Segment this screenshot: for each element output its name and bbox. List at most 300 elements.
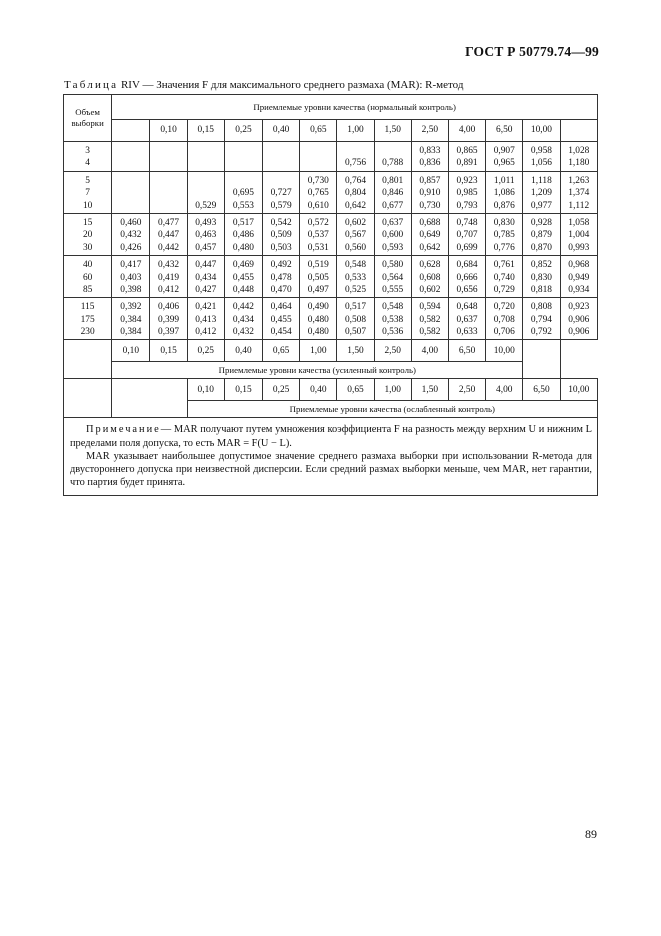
tightened-level: 1,00 [300, 340, 337, 362]
tightened-levels-row [64, 340, 598, 362]
f-value: 0,480 [307, 314, 329, 325]
f-value: 0,406 [158, 302, 180, 313]
sample-size: 15 [82, 217, 93, 228]
f-value: 0,818 [530, 284, 552, 295]
f-value: 0,846 [382, 188, 404, 199]
sample-size: 30 [82, 242, 93, 253]
sample-size-header: Объем выборки [64, 95, 112, 142]
f-value: 0,666 [456, 272, 478, 283]
f-value: 0,553 [232, 200, 254, 211]
f-value-cell [486, 213, 523, 255]
f-value-cell [150, 213, 187, 255]
f-value: 0,384 [120, 327, 142, 338]
f-value: 1,209 [530, 188, 552, 199]
table-caption [64, 79, 604, 91]
f-value: 0,808 [530, 302, 552, 313]
f-value: 0,457 [195, 242, 217, 253]
f-value: 1,056 [530, 158, 552, 169]
page-number: 89 [585, 827, 597, 841]
f-value: 0,642 [344, 200, 367, 211]
f-value-cell [448, 213, 485, 255]
f-value: 0,480 [232, 242, 254, 253]
reduced-levels-row [64, 379, 598, 401]
f-value: 0,684 [456, 260, 478, 271]
reduced-level: 1,00 [374, 379, 411, 401]
f-value: 0,582 [419, 314, 441, 325]
f-value-cell [560, 213, 597, 255]
tightened-level: 0,10 [112, 340, 150, 362]
f-value-cell [411, 142, 448, 172]
f-value-cell [411, 298, 448, 340]
f-value: 0,906 [568, 314, 590, 325]
f-value-cell [337, 298, 374, 340]
tightened-level: 4,00 [411, 340, 448, 362]
f-value: 0,412 [195, 327, 217, 338]
f-value: 0,492 [270, 260, 292, 271]
normal-level: 0,40 [263, 120, 300, 142]
f-value-cell [523, 256, 560, 298]
note-label: Примечание [86, 424, 161, 436]
f-value-cell [337, 142, 374, 172]
sample-size: 230 [80, 327, 95, 338]
f-value: 0,610 [307, 200, 329, 211]
f-value: 0,628 [419, 260, 441, 271]
sample-size-cell [64, 142, 112, 172]
table-note [64, 418, 598, 496]
normal-level: 1,00 [337, 120, 374, 142]
reduced-control-title: Приемлемые уровни качества (ослабленный контроль) [187, 401, 597, 418]
sample-size: 175 [80, 314, 95, 325]
f-value: 0,688 [419, 217, 441, 228]
f-value-cell [150, 256, 187, 298]
f-value: 0,548 [344, 260, 367, 271]
f-value: 0,608 [419, 272, 441, 283]
tightened-level: 10,00 [486, 340, 523, 362]
f-value-cell [300, 171, 337, 213]
f-value: 0,740 [493, 272, 515, 283]
f-value: 0,403 [120, 272, 142, 283]
f-value: 0,412 [158, 284, 180, 295]
f-value-cell [263, 142, 300, 172]
f-value: 0,928 [530, 217, 552, 228]
f-value: 0,448 [232, 284, 254, 295]
sample-size: 10 [82, 200, 93, 211]
reduced-level: 0,65 [337, 379, 374, 401]
sample-size: 40 [82, 260, 93, 271]
f-value: 0,708 [493, 314, 515, 325]
f-value: 0,460 [120, 217, 142, 228]
f-value-cell [560, 256, 597, 298]
f-value: 0,434 [232, 314, 254, 325]
f-value-cell [486, 298, 523, 340]
reduced-level: 0,15 [224, 379, 262, 401]
reduced-level: 4,00 [486, 379, 523, 401]
f-value: 0,788 [382, 158, 404, 169]
sample-size-cell [64, 213, 112, 255]
sample-size-cell [64, 256, 112, 298]
f-value: 0,413 [195, 314, 217, 325]
normal-level: 0,65 [300, 120, 337, 142]
f-value: 0,531 [307, 242, 329, 253]
f-value: 1,112 [568, 200, 590, 211]
f-value: 0,836 [419, 158, 441, 169]
f-value: 0,580 [382, 260, 404, 271]
f-value: 0,852 [530, 260, 552, 271]
f-value: 0,525 [344, 284, 367, 295]
f-value: 0,555 [382, 284, 404, 295]
f-value: 0,517 [232, 217, 254, 228]
f-value: 0,958 [530, 146, 552, 156]
f-value-cell [263, 298, 300, 340]
f-value-cell [411, 171, 448, 213]
f-value: 0,985 [456, 188, 478, 199]
f-value: 1,011 [493, 175, 515, 186]
f-value-cell [187, 213, 224, 255]
standard-number: ГОСТ Р 50779.74—99 [465, 44, 599, 59]
f-value: 0,637 [456, 314, 478, 325]
f-value: 0,830 [493, 217, 515, 228]
f-value: 0,910 [419, 188, 441, 199]
f-value: 0,879 [530, 230, 552, 241]
normal-level: 0,25 [224, 120, 262, 142]
f-value-cell [187, 142, 224, 172]
f-value: 0,923 [568, 302, 590, 313]
f-value: 0,432 [120, 230, 142, 241]
f-value: 0,486 [232, 230, 254, 241]
tightened-level: 6,50 [448, 340, 485, 362]
f-value: 0,503 [270, 242, 292, 253]
f-value: 0,536 [382, 327, 404, 338]
f-value: 0,497 [307, 284, 329, 295]
f-value: 0,656 [456, 284, 478, 295]
normal-level-empty [560, 120, 597, 142]
f-value-cell [523, 213, 560, 255]
f-value-cell [523, 171, 560, 213]
f-value-cell [263, 171, 300, 213]
f-value: 1,028 [568, 146, 590, 156]
f-value: 0,537 [307, 230, 329, 241]
tightened-control-title: Приемлемые уровни качества (усиленный контроль) [112, 362, 523, 379]
f-value: 0,649 [419, 230, 441, 241]
f-value-cell [486, 171, 523, 213]
f-value: 0,463 [195, 230, 217, 241]
f-value-cell [224, 171, 262, 213]
normal-control-title: Приемлемые уровни качества (нормальный контроль) [112, 95, 598, 120]
f-value-cell [224, 213, 262, 255]
reduced-title-row [64, 401, 598, 418]
f-value: 0,756 [344, 158, 367, 169]
f-value-cell [224, 298, 262, 340]
f-value-cell [300, 142, 337, 172]
sample-size: 85 [82, 284, 93, 295]
f-value: 0,548 [382, 302, 404, 313]
note-row [64, 418, 598, 496]
f-value: 0,730 [307, 175, 329, 186]
f-value-cell [448, 142, 485, 172]
reduced-level: 6,50 [523, 379, 560, 401]
f-value: 0,419 [158, 272, 180, 283]
f-value: 0,993 [568, 242, 590, 253]
f-value-cell [523, 298, 560, 340]
f-value: 0,907 [493, 146, 515, 156]
tightened-level: 0,25 [187, 340, 224, 362]
sample-size: 60 [82, 272, 93, 283]
normal-level: 10,00 [523, 120, 560, 142]
note-paragraph-2: MAR указывает наибольшее допустимое значение среднего размаха выборки при использовании R-метода для двустороннего допуска при неизвестной дисперсии. Если средний размах выборки меньше, чем MAR, нет гарантии, что партия будет принята. [70, 450, 592, 489]
f-value: 0,490 [307, 302, 329, 313]
normal-level: 6,50 [486, 120, 523, 142]
f-value-cell [150, 171, 187, 213]
sample-size: 115 [80, 302, 95, 313]
f-value: 0,633 [456, 327, 478, 338]
f-value: 1,086 [493, 188, 515, 199]
f-value: 0,542 [270, 217, 292, 228]
f-value-cell [187, 298, 224, 340]
f-value: 0,469 [232, 260, 254, 271]
f-value: 0,519 [307, 260, 329, 271]
caption-text: RIV — Значения F для максимального среднего размаха (MAR): R-метод [120, 79, 464, 91]
f-value: 0,642 [419, 242, 441, 253]
f-value: 0,857 [419, 175, 441, 186]
f-value: 0,464 [270, 302, 292, 313]
f-value-cell [411, 256, 448, 298]
f-value: 0,792 [530, 327, 552, 338]
f-value-cell [486, 256, 523, 298]
f-value-cell [486, 142, 523, 172]
f-value: 0,785 [493, 230, 515, 241]
f-value: 0,949 [568, 272, 590, 283]
blank-cell [112, 401, 187, 418]
f-value-cell [337, 213, 374, 255]
normal-level: 0,15 [187, 120, 224, 142]
sample-size: 20 [82, 230, 93, 241]
f-value-cell [263, 213, 300, 255]
reduced-level: 0,40 [300, 379, 337, 401]
reduced-level: 0,25 [263, 379, 300, 401]
f-value: 0,398 [120, 284, 142, 295]
f-value: 0,602 [344, 217, 367, 228]
f-value: 0,764 [344, 175, 367, 186]
f-values-table [63, 94, 598, 496]
f-value: 0,594 [419, 302, 441, 313]
f-value: 0,509 [270, 230, 292, 241]
f-value: 0,477 [158, 217, 180, 228]
f-value: 0,454 [270, 327, 292, 338]
f-value: 1,118 [531, 175, 552, 186]
f-value: 0,748 [456, 217, 478, 228]
f-value-cell [224, 256, 262, 298]
f-value-cell [411, 213, 448, 255]
f-value: 0,677 [382, 200, 404, 211]
reduced-level: 0,10 [187, 379, 224, 401]
f-value: 0,505 [307, 272, 329, 283]
f-value: 1,263 [568, 175, 590, 186]
f-value: 0,392 [120, 302, 142, 313]
f-value: 0,699 [456, 242, 478, 253]
tightened-level: 2,50 [374, 340, 411, 362]
f-value: 0,417 [120, 260, 142, 271]
table-row [64, 213, 598, 255]
f-value: 1,058 [568, 217, 590, 228]
f-value: 0,442 [158, 242, 180, 253]
f-value: 0,579 [270, 200, 292, 211]
f-value-cell [263, 256, 300, 298]
f-value: 0,432 [232, 327, 254, 338]
sample-size-cell [64, 171, 112, 213]
f-value: 0,727 [270, 188, 292, 199]
f-value: 0,480 [307, 327, 329, 338]
table-row [64, 171, 598, 213]
f-value-cell [112, 298, 150, 340]
f-value-cell [112, 142, 150, 172]
reduced-level: 10,00 [560, 379, 597, 401]
f-value: 0,529 [195, 200, 217, 211]
f-value-cell [448, 171, 485, 213]
f-value: 0,399 [158, 314, 180, 325]
f-value: 0,968 [568, 260, 590, 271]
blank-cell [64, 340, 112, 379]
normal-level: 2,50 [411, 120, 448, 142]
normal-level: 0,10 [150, 120, 187, 142]
f-value-cell [112, 256, 150, 298]
f-value: 0,538 [382, 314, 404, 325]
f-value: 1,374 [568, 188, 590, 199]
f-value: 0,434 [195, 272, 217, 283]
f-value: 0,426 [120, 242, 142, 253]
f-value-cell [150, 142, 187, 172]
blank-cell [64, 379, 112, 418]
f-value: 0,906 [568, 327, 590, 338]
sample-size: 4 [85, 158, 90, 169]
f-value: 1,004 [568, 230, 590, 241]
f-value-cell [150, 298, 187, 340]
f-value: 0,455 [232, 272, 254, 283]
f-value: 0,397 [158, 327, 180, 338]
note-paragraph-1 [70, 423, 592, 449]
f-value: 0,720 [493, 302, 515, 313]
f-value: 0,600 [382, 230, 404, 241]
f-value: 0,833 [419, 146, 441, 156]
f-value: 0,865 [456, 146, 478, 156]
f-value-cell [374, 256, 411, 298]
f-value: 0,470 [270, 284, 292, 295]
f-value-cell [523, 142, 560, 172]
f-value: 0,891 [456, 158, 478, 169]
f-value: 0,776 [493, 242, 515, 253]
f-value: 0,729 [493, 284, 515, 295]
caption-prefix: Таблица [64, 79, 119, 91]
f-value: 0,648 [456, 302, 478, 313]
sample-size: 3 [85, 146, 90, 156]
f-value: 0,707 [456, 230, 478, 241]
f-value: 0,517 [344, 302, 367, 313]
f-value: 0,507 [344, 327, 367, 338]
f-value: 0,447 [158, 230, 180, 241]
table-row [64, 256, 598, 298]
f-value: 0,761 [493, 260, 515, 271]
normal-level: 1,50 [374, 120, 411, 142]
f-value-cell [337, 171, 374, 213]
f-value: 0,478 [270, 272, 292, 283]
tightened-level: 0,40 [224, 340, 262, 362]
f-value-cell [300, 213, 337, 255]
f-value: 0,560 [344, 242, 367, 253]
f-value: 0,442 [232, 302, 254, 313]
f-value-cell [112, 171, 150, 213]
f-value-cell [560, 142, 597, 172]
note-text-1: — MAR получают путем умножения коэффициента F на разность между верхним U и нижним L пределами поля допуска, то есть MAR = F(U − L). [70, 424, 592, 449]
normal-level: 4,00 [448, 120, 485, 142]
sample-size: 5 [85, 175, 90, 186]
f-value: 0,870 [530, 242, 552, 253]
f-value: 0,934 [568, 284, 590, 295]
tightened-level: 0,65 [263, 340, 300, 362]
f-value-cell [224, 142, 262, 172]
f-value: 0,593 [382, 242, 404, 253]
f-value: 0,830 [530, 272, 552, 283]
f-value-cell [448, 256, 485, 298]
f-value-cell [187, 256, 224, 298]
f-value: 0,765 [307, 188, 329, 199]
f-value: 0,421 [195, 302, 217, 313]
reduced-level: 1,50 [411, 379, 448, 401]
f-value-cell [560, 171, 597, 213]
f-value: 0,493 [195, 217, 217, 228]
tightened-level: 0,15 [150, 340, 187, 362]
f-value: 0,965 [493, 158, 515, 169]
f-value: 0,582 [419, 327, 441, 338]
table-row [64, 298, 598, 340]
reduced-level: 2,50 [448, 379, 485, 401]
f-value: 0,384 [120, 314, 142, 325]
f-value-cell [374, 142, 411, 172]
tightened-level: 1,50 [337, 340, 374, 362]
f-value: 0,801 [382, 175, 404, 186]
f-value: 0,637 [382, 217, 404, 228]
f-value-cell [560, 298, 597, 340]
f-value-cell [374, 213, 411, 255]
f-value: 0,533 [344, 272, 367, 283]
f-value: 0,804 [344, 188, 367, 199]
f-value: 0,706 [493, 327, 515, 338]
sample-size: 7 [85, 188, 90, 199]
f-value-cell [300, 298, 337, 340]
f-value: 1,180 [568, 158, 590, 169]
f-value: 0,695 [232, 188, 254, 199]
f-value: 0,455 [270, 314, 292, 325]
blank-cell [112, 379, 187, 401]
sample-size-cell [64, 298, 112, 340]
f-value: 0,427 [195, 284, 217, 295]
f-value-cell [374, 171, 411, 213]
f-value: 0,447 [195, 260, 217, 271]
f-value-cell [187, 171, 224, 213]
f-value-cell [374, 298, 411, 340]
f-value-cell [300, 256, 337, 298]
normal-level-empty [112, 120, 150, 142]
f-value: 0,876 [493, 200, 515, 211]
f-value: 0,794 [530, 314, 552, 325]
f-value: 0,432 [158, 260, 180, 271]
f-value: 0,508 [344, 314, 367, 325]
f-value-cell [112, 213, 150, 255]
f-value: 0,602 [419, 284, 441, 295]
table-row [64, 142, 598, 172]
tightened-title-row [64, 362, 598, 379]
f-value: 0,923 [456, 175, 478, 186]
blank-cell [523, 340, 560, 379]
f-value: 0,567 [344, 230, 367, 241]
